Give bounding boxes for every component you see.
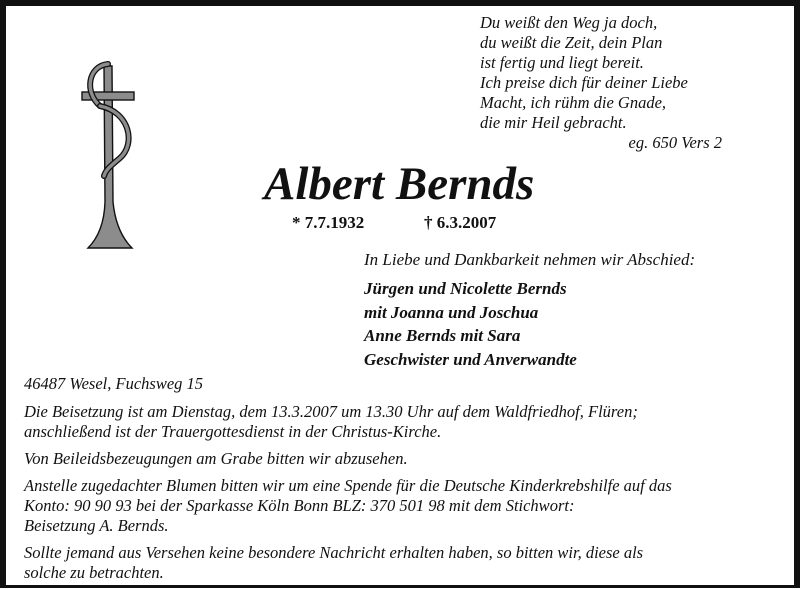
poem-line: ist fertig und liegt bereit. bbox=[480, 53, 644, 72]
mourner-line: Geschwister und Anverwandte bbox=[364, 349, 577, 369]
notice-body bbox=[24, 402, 794, 590]
birth-date: * 7.7.1932 bbox=[292, 213, 365, 232]
condolences-paragraph bbox=[24, 449, 794, 469]
donation-paragraph bbox=[24, 476, 794, 536]
family-address: 46487 Wesel, Fuchsweg 15 bbox=[24, 374, 204, 393]
paragraph-line: Beisetzung A. Bernds. bbox=[24, 516, 169, 535]
deceased-name: Albert Bernds bbox=[264, 158, 535, 210]
poem-line: die mir Heil gebracht. bbox=[480, 113, 627, 132]
cross-icon bbox=[80, 52, 140, 252]
paragraph-line: solche zu betrachten. bbox=[24, 563, 164, 582]
paragraph-line: Von Beileidsbezeugungen am Grabe bitten wir abzusehen. bbox=[24, 449, 408, 468]
mourner-line: mit Joanna und Joschua bbox=[364, 302, 539, 322]
poem-block bbox=[480, 13, 730, 153]
mourner-line: Anne Bernds mit Sara bbox=[364, 326, 521, 345]
farewell-line: In Liebe und Dankbarkeit nehmen wir Abschied: bbox=[364, 250, 696, 269]
notification-paragraph bbox=[24, 543, 794, 583]
poem-line: du weißt die Zeit, dein Plan bbox=[480, 33, 663, 52]
poem-line: Macht, ich rühm die Gnade, bbox=[480, 93, 667, 112]
funeral-paragraph bbox=[24, 402, 794, 442]
poem-line: Du weißt den Weg ja doch, bbox=[480, 13, 658, 32]
death-date: † 6.3.2007 bbox=[424, 213, 497, 232]
poem-reference: eg. 650 Vers 2 bbox=[628, 133, 722, 152]
paragraph-line: Sollte jemand aus Versehen keine besondere Nachricht erhalten haben, so bitten wir, diese als bbox=[24, 543, 644, 562]
mourner-line: Jürgen und Nicolette Bernds bbox=[364, 279, 567, 298]
paragraph-line: anschließend ist der Trauergottesdienst in der Christus-Kirche. bbox=[24, 422, 442, 441]
paragraph-line: Die Beisetzung ist am Dienstag, dem 13.3.2007 um 13.30 Uhr auf dem Waldfriedhof, Flüren; bbox=[24, 402, 638, 421]
poem-line: Ich preise dich für deiner Liebe bbox=[480, 73, 688, 92]
mourners-list bbox=[364, 277, 577, 371]
paragraph-line: Konto: 90 90 93 bei der Sparkasse Köln Bonn BLZ: 370 501 98 mit dem Stichwort: bbox=[24, 496, 575, 515]
paragraph-line: Anstelle zugedachter Blumen bitten wir um eine Spende für die Deutsche Kinderkrebshilfe auf das bbox=[24, 476, 672, 495]
